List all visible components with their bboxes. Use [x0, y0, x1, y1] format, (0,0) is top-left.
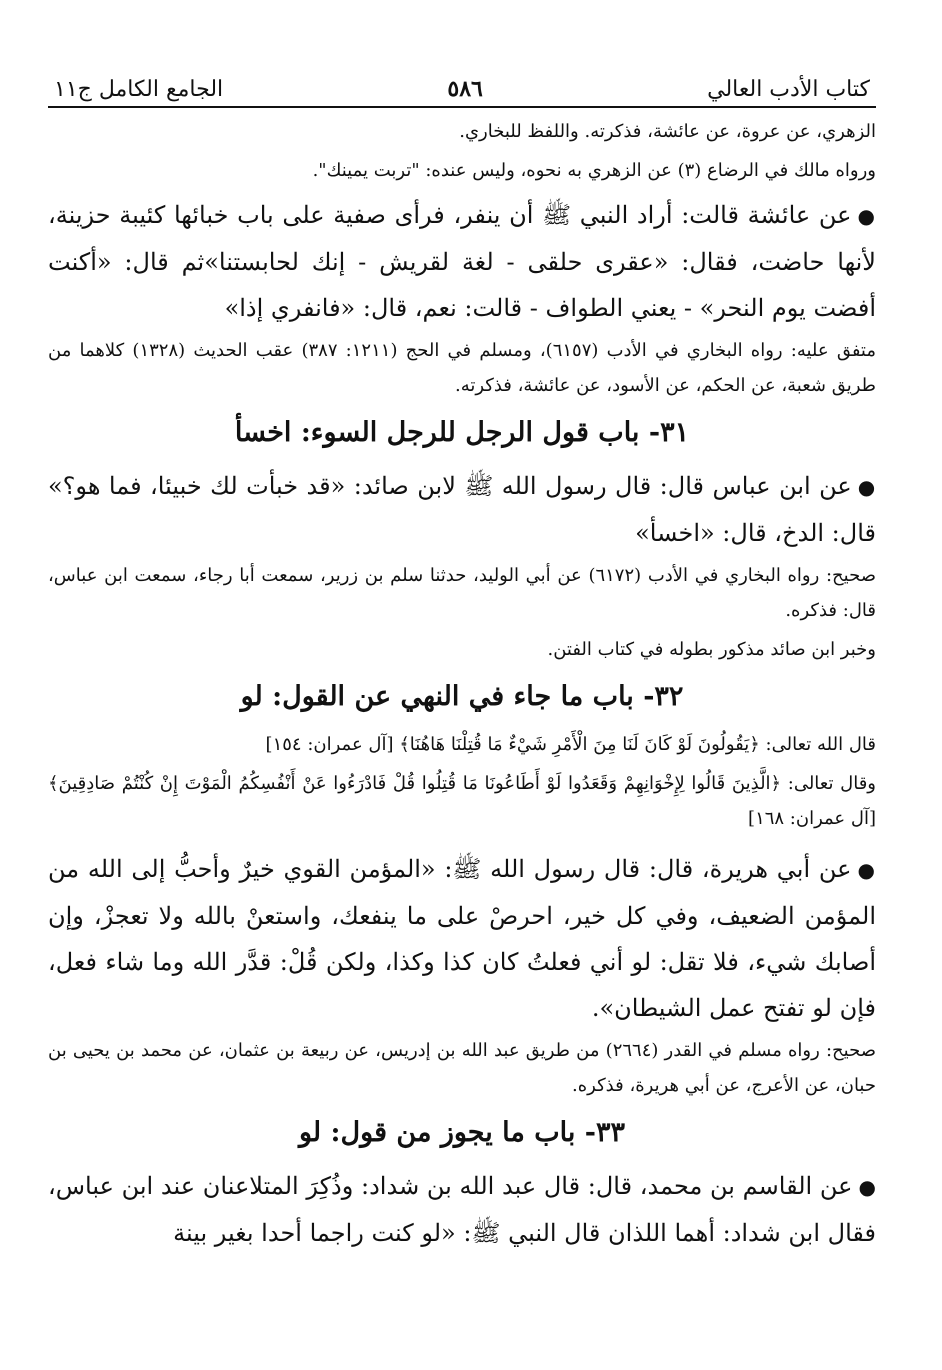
- hadith-safiyya: [48, 192, 876, 331]
- quran-verse-168: وقال تعالى: ﴿الَّذِينَ قَالُوا لِإِخْوَانِهِمْ وَقَعَدُوا لَوْ أَطَاعُونَا مَا قُتِلُوا قُلْ فَادْرَءُوا عَنْ أَنْفُسِكُمُ الْمَوْتَ إِنْ كُنْتُمْ صَادِقِينَ﴾ [آل عمران: ١٦٨]: [48, 773, 876, 829]
- hadith-mutalaanan: [48, 1163, 876, 1256]
- bullet-marker: ●: [857, 858, 877, 882]
- hadith-text: عن أبي هريرة، قال: قال رسول الله ﷺ: «المؤمن القوي خيرٌ وأحبُّ إلى الله من المؤمن الضعيف، وفي كل خير، احرصْ على ما ينفعك، واستعنْ بالله ولا تعجزْ، وإن أصابك شيء، فلا تقل: لو أني فعلتُ كان كذا وكذا، ولكن قُلْ: قدَّر الله وما شاء فعل، فإن لو تفتح عمل الشيطان».: [48, 855, 876, 1022]
- hadith-ibn-sayyad: [48, 463, 876, 556]
- hadith-strong-believer: [48, 846, 876, 1031]
- chapter-heading-32: ٣٢- باب ما جاء في النهي عن القول: لو: [240, 681, 684, 712]
- page-number: ٥٨٦: [447, 76, 483, 102]
- takhrij-ibn-sayyad: صحيح: رواه البخاري في الأدب (٦١٧٢) عن أبي الوليد، حدثنا سلم بن زرير، سمعت أبا رجاء، سمعت ابن عباس، قال: فذكره.: [48, 565, 876, 621]
- hadith-text: عن ابن عباس قال: قال رسول الله ﷺ لابن صائد: «قد خبأت لك خبيئا، فما هو؟» قال: الدخ، قال: «اخسأ»: [48, 472, 876, 547]
- hadith-text: عن القاسم بن محمد، قال: قال عبد الله بن شداد: وذُكِرَ المتلاعنان عند ابن عباس، فقال ابن شداد: أهما اللذان قال النبي ﷺ: «لو كنت راجما أحدا بغير بينة: [48, 1172, 876, 1247]
- quran-verse-154: قال الله تعالى: ﴿يَقُولُونَ لَوْ كَانَ لَنَا مِنَ الْأَمْرِ شَيْءٌ مَا قُتِلْنَا هَاهُنَا﴾ [آل عمران: ١٥٤]: [265, 734, 876, 755]
- hadith-text: عن عائشة قالت: أراد النبي ﷺ أن ينفر، فرأى صفية على باب خبائها كئيبة حزينة، لأنها حاضت، فقال: «عقرى حلقى - لغة لقريش - إنك لحابستنا»ثم قال: «أكنت أفضت يوم النحر» - يعني الطواف - قالت: نعم، قال: «فانفري إذا»: [48, 201, 876, 322]
- chapter-heading-31: ٣١- باب قول الرجل للرجل السوء: اخسأ: [234, 417, 690, 448]
- bullet-marker: ●: [858, 1175, 877, 1199]
- chapter-heading-33: ٣٣- باب ما يجوز من قول: لو: [298, 1117, 626, 1148]
- narration-continuation: الزهري، عن عروة، عن عائشة، فذكرته. واللفظ للبخاري.: [459, 121, 876, 142]
- ibn-sayyad-note: وخبر ابن صائد مذكور بطوله في كتاب الفتن.: [547, 639, 876, 660]
- malik-reference: ورواه مالك في الرضاع (٣) عن الزهري به نحوه، وليس عنده: "تربت يمينك".: [312, 160, 876, 181]
- bullet-marker: ●: [857, 475, 877, 499]
- header-volume-title: الجامع الكامل ج١١: [54, 77, 224, 102]
- running-header: [48, 48, 876, 102]
- header-rule: [48, 106, 876, 108]
- bullet-marker: ●: [857, 204, 876, 228]
- takhrij-safiyya: متفق عليه: رواه البخاري في الأدب (٦١٥٧)، ومسلم في الحج (١٢١١: ٣٨٧) عقب الحديث (١٣٢٨) كلاهما من طريق شعبة، عن الحكم، عن الأسود، عن عائشة، فذكرته.: [48, 340, 877, 396]
- takhrij-strong-believer: صحيح: رواه مسلم في القدر (٢٦٦٤) من طريق عبد الله بن إدريس، عن ربيعة بن عثمان، عن محمد بن يحيى بن حبان، عن الأعرج، عن أبي هريرة، فذكره.: [48, 1040, 876, 1096]
- header-book-title: كتاب الأدب العالي: [707, 77, 870, 102]
